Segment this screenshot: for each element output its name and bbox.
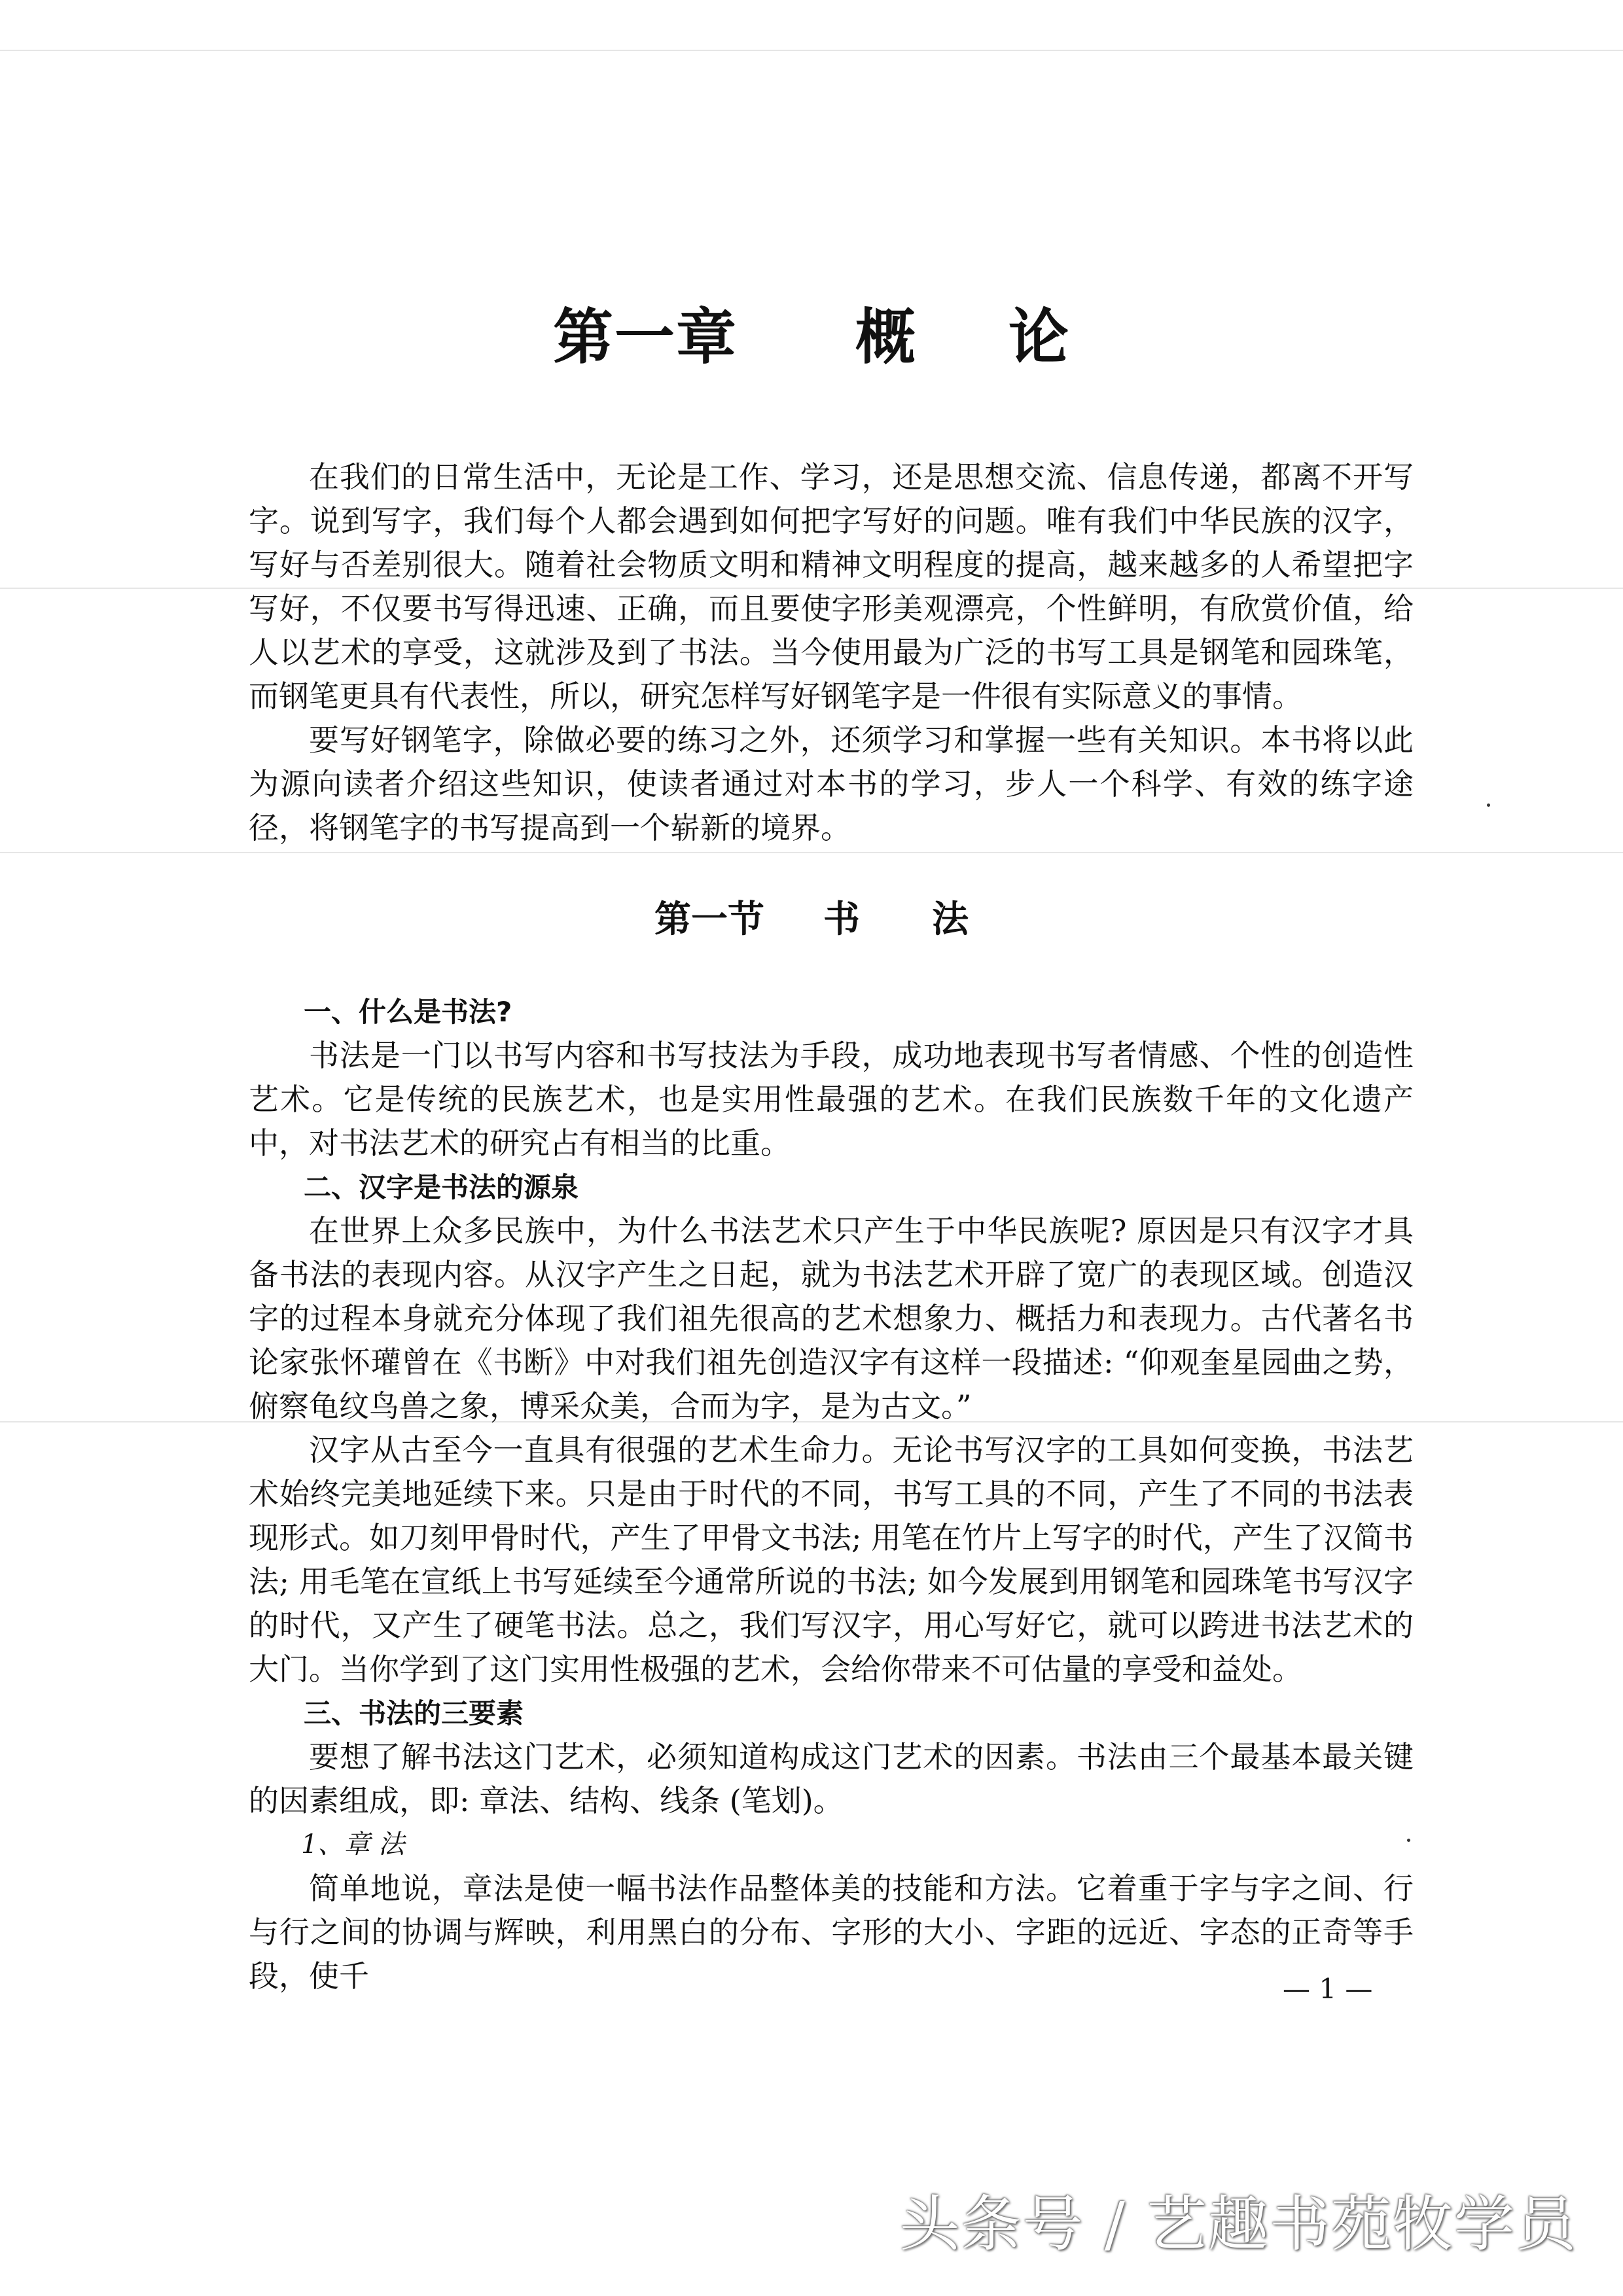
section-title-char-1: 书 (823, 898, 860, 941)
subsection-heading: 一、什么是书法? (304, 996, 512, 1028)
section-title (0, 893, 1623, 945)
watermark: 头条号 / 艺趣书苑牧学员 (899, 2189, 1577, 2259)
intro-paragraph: 要写好钢笔字，除做必要的练习之外，还须学习和掌握一些有关知识。本书将以此为源向读者介绍这些知识，使读者通过对本书的学习，步人一个科学、有效的练字途径，将钢笔字的书写提高到一个崭新的境界。 (249, 722, 1414, 845)
chapter-title (0, 298, 1623, 376)
body-paragraph: 要想了解书法这门艺术，必须知道构成这门艺术的因素。书法由三个最基本最关键的因素组成，即: 章法、结构、线条 (笔划)。 (249, 1739, 1414, 1818)
subsection-heading: 二、汉字是书法的源泉 (304, 1171, 579, 1203)
chapter-title-char-1: 概 (855, 302, 917, 372)
scan-line (0, 852, 1623, 853)
scan-dot (1487, 804, 1490, 807)
subsection-heading: 三、书法的三要素 (304, 1697, 524, 1729)
body-paragraph: 简单地说，章法是使一幅书法作品整体美的技能和方法。它着重于字与字之间、行与行之间的协调与辉映，利用黑白的分布、字形的大小、字距的远近、字态的正奇等手段，使千 (249, 1871, 1414, 1994)
body-paragraph: 汉字从古至今一直具有很强的艺术生命力。无论书写汉字的工具如何变换，书法艺术始终完美地延续下来。只是由于时代的不同，书写工具的不同，产生了不同的书法表现形式。如刀刻甲骨时代，产生了甲骨文书法; 用笔在竹片上写字的时代，产生了汉简书法; 用毛笔在宣纸上书写延续至今通常所说的书法; 如今发展到用钢笔和园珠笔书写汉字的时代，又产生了硬笔书法。总之，我们写汉字，用心写好它，就可以跨进书法艺术的大门。当你学到了这门实用性极强的艺术，会给你带来不可估量的享受和益处。 (249, 1432, 1414, 1687)
scan-line (0, 50, 1623, 51)
body-paragraph: 书法是一门以书写内容和书写技法为手段，成功地表现书写者情感、个性的创造性艺术。它是传统的民族艺术，也是实用性最强的艺术。在我们民族数千年的文化遗产中，对书法艺术的研究占有相当的比重。 (249, 1038, 1414, 1161)
sub-subsection-heading: 1、章 法 (301, 1829, 405, 1860)
section-body (249, 990, 1414, 1998)
chapter-title-char-2: 论 (1008, 302, 1071, 372)
chapter-number: 第一章 (552, 302, 738, 372)
section-title-char-2: 法 (932, 898, 969, 941)
section-number: 第一节 (654, 898, 764, 941)
scan-dot (1407, 1839, 1410, 1842)
intro-paragraph: 在我们的日常生活中，无论是工作、学习，还是思想交流、信息传递，都离不开写字。说到写字，我们每个人都会遇到如何把字写好的问题。唯有我们中华民族的汉字，写好与否差别很大。随着社会物质文明和精神文明程度的提高，越来越多的人希望把字写好，不仅要书写得迅速、正确，而且要使字形美观漂亮，个性鲜明，有欣赏价值，给人以艺术的享受，这就涉及到了书法。当今使用最为广泛的书写工具是钢笔和园珠笔，而钢笔更具有代表性，所以，研究怎样写好钢笔字是一件很有实际意义的事情。 (249, 459, 1414, 714)
page-number: — 1 — (1283, 1973, 1373, 2005)
intro-text (249, 455, 1414, 850)
body-paragraph: 在世界上众多民族中，为什么书法艺术只产生于中华民族呢? 原因是只有汉字才具备书法的表现内容。从汉字产生之日起，就为书法艺术开辟了宽广的表现区域。创造汉字的过程本身就充分体现了我们祖先很高的艺术想象力、概括力和表现力。古代著名书论家张怀瓘曾在《书断》中对我们祖先创造汉字有这样一段描述: “仰观奎星园曲之势，俯察龟纹鸟兽之象，博采众美，合而为字，是为古文。” (249, 1213, 1414, 1424)
